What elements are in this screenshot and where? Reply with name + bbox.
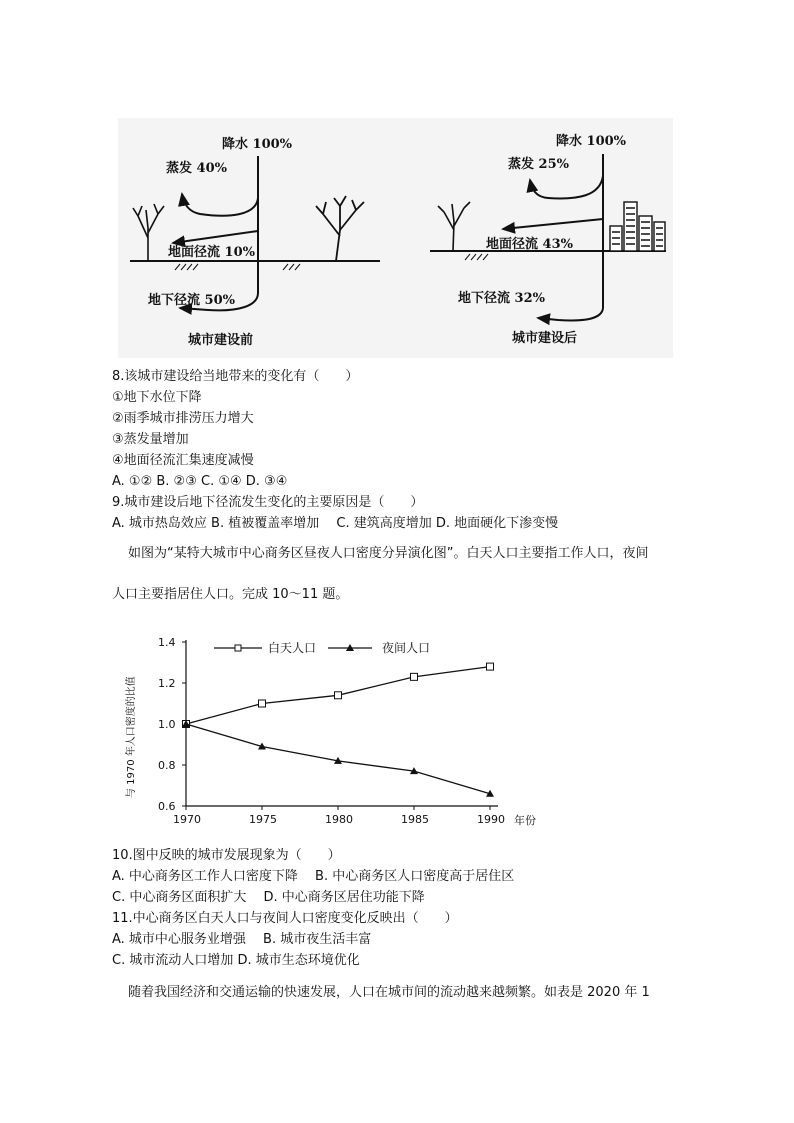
y-tick-label: 1.4: [158, 636, 176, 649]
buildings-icon: [610, 202, 665, 251]
surface-runoff-label: 地面径流 43%: [486, 237, 573, 252]
surface-runoff-label: 地面径流 10%: [168, 245, 255, 260]
intro2-paragraph-line: 随着我国经济和交通运输的快速发展，人口在城市间的流动越来越频繁。如表是 2020 年 1: [128, 985, 650, 1000]
after-panel: [430, 133, 666, 346]
q8-stem: 8.该城市建设给当地带来的变化有（ ）: [112, 369, 359, 384]
x-tick-label: 1990: [477, 813, 505, 826]
q9-stem: 9.城市建设后地下径流发生变化的主要原因是（ ）: [112, 495, 424, 510]
y-tick-label: 1.0: [158, 718, 176, 731]
y-axis-label: 与 1970 年人口密度的比值: [126, 676, 137, 798]
q8-item: ①地下水位下降: [112, 390, 202, 405]
tree-icon: [438, 202, 470, 251]
q10-options-line: C. 中心商务区面积扩大 D. 中心商务区居住功能下降: [112, 890, 425, 905]
intro-paragraph-line: 人口主要指居住人口。完成 10～11 题。: [112, 587, 349, 602]
after-caption: 城市建设后: [512, 331, 578, 346]
surface-runoff-arrow: [173, 231, 258, 243]
y-tick-label: 1.2: [158, 677, 176, 690]
series-group: [182, 663, 494, 797]
evaporation-label: 蒸发 25%: [508, 157, 569, 172]
q11-stem: 11.中心商务区白天人口与夜间人口密度变化反映出（ ）: [112, 911, 458, 926]
data-point-square: [335, 692, 342, 699]
precipitation-label: 降水 100%: [222, 137, 293, 152]
x-tick-label: 1980: [325, 813, 353, 826]
groundwater-label: 地下径流 50%: [148, 293, 235, 308]
before-panel: [130, 136, 380, 348]
legend: [214, 640, 430, 655]
tree-icon: [316, 196, 364, 261]
q8-item: ③蒸发量增加: [112, 432, 189, 447]
groundwater-arrow: [538, 308, 603, 321]
soil-hatching-before: [175, 264, 300, 270]
evaporation-label: 蒸发 40%: [166, 161, 227, 176]
x-tick-label: 1975: [249, 813, 277, 826]
precipitation-label: 降水 100%: [556, 134, 627, 149]
population-density-chart: [118, 628, 558, 833]
y-tick-label: 0.8: [158, 759, 176, 772]
q10-options-line: A. 中心商务区工作人口密度下降 B. 中心商务区人口密度高于居住区: [112, 869, 515, 884]
evaporation-arrow: [530, 176, 603, 198]
tree-icon: [133, 204, 164, 261]
q8-options: A. ①② B. ②③ C. ①④ D. ③④: [112, 474, 288, 489]
water-cycle-svg: [118, 118, 673, 358]
x-axis-label: 年份: [514, 814, 536, 827]
soil-hatching-after: [465, 254, 488, 260]
x-tick-label: 1985: [401, 813, 429, 826]
intro-paragraph-line: 如图为“某特大城市中心商务区昼夜人口密度分异演化图”。白天人口主要指工作人口，夜间: [128, 546, 649, 561]
data-point-square: [487, 663, 494, 670]
q11-options-line: A. 城市中心服务业增强 B. 城市夜生活丰富: [112, 932, 372, 947]
chart-svg: [118, 628, 558, 833]
surface-runoff-arrow: [503, 219, 603, 229]
data-point-square: [259, 700, 266, 707]
q8-item: ②雨季城市排涝压力增大: [112, 411, 254, 426]
legend-label-day: 白天人口: [268, 641, 317, 655]
legend-marker-square: [235, 645, 241, 651]
water-cycle-figure: [118, 118, 673, 358]
data-point-square: [411, 673, 418, 680]
y-tick-label: 0.6: [158, 800, 176, 813]
before-caption: 城市建设前: [188, 333, 254, 348]
q10-stem: 10.图中反映的城市发展现象为（ ）: [112, 848, 341, 863]
q8-item: ④地面径流汇集速度减慢: [112, 453, 254, 468]
legend-label-night: 夜间人口: [382, 641, 431, 655]
q11-options-line: C. 城市流动人口增加 D. 城市生态环境优化: [112, 953, 360, 968]
x-tick-label: 1970: [173, 813, 201, 826]
q9-options: A. 城市热岛效应 B. 植被覆盖率增加 C. 建筑高度增加 D. 地面硬化下渗变慢: [112, 516, 559, 531]
groundwater-label: 地下径流 32%: [458, 291, 545, 306]
evaporation-arrow: [182, 194, 258, 216]
